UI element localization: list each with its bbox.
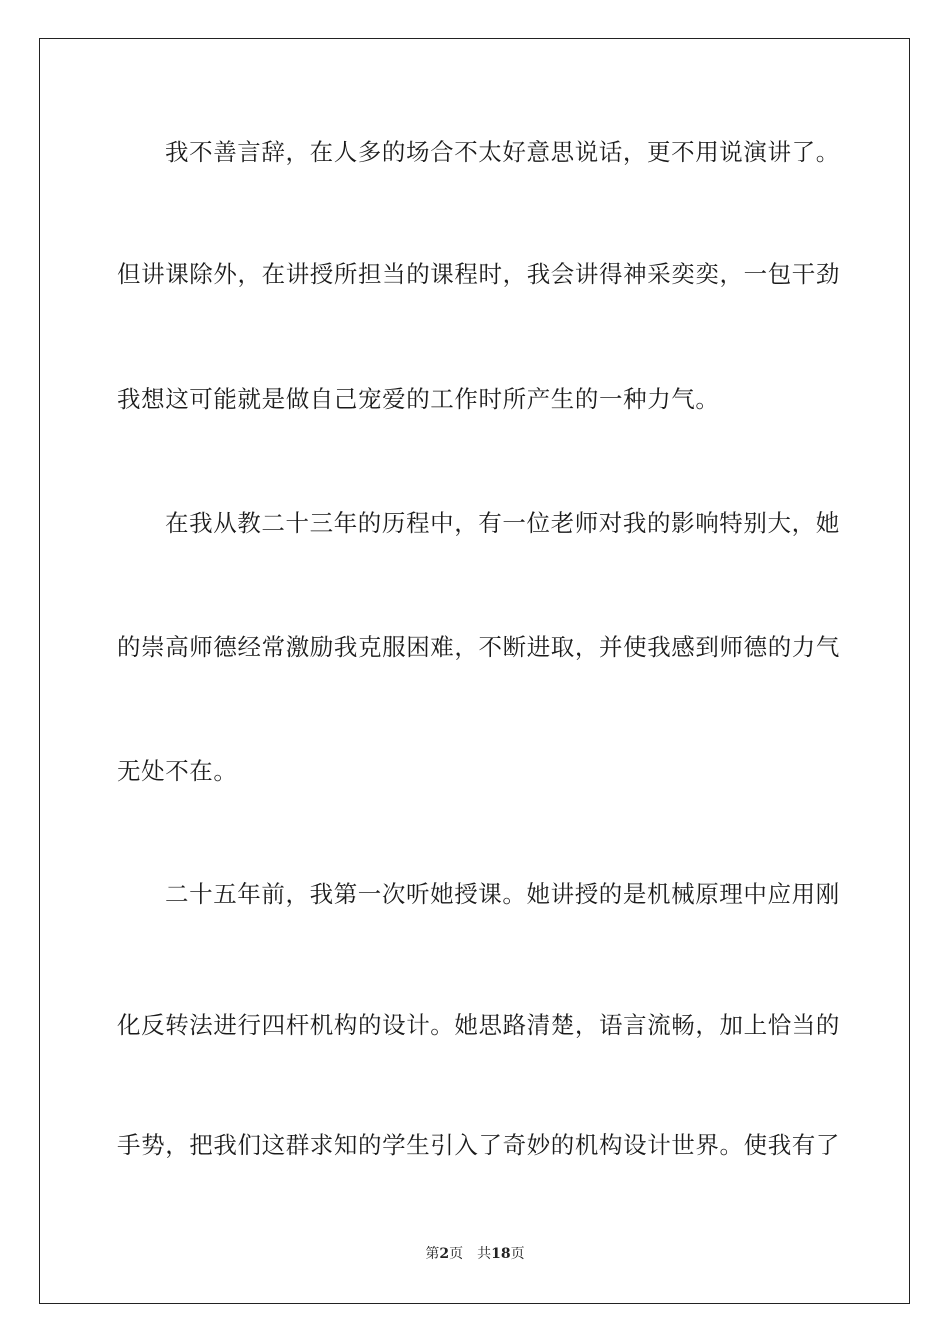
paragraph-line: 我不善言辞，在人多的场合不太好意思说话，更不用说演讲了。: [165, 138, 840, 166]
footer-total-suffix: 页: [510, 1246, 525, 1262]
footer-page-number: 2: [439, 1246, 450, 1262]
footer-page-suffix: 页: [449, 1246, 464, 1262]
paragraph-line: 化反转法进行四杆机构的设计。她思路清楚，语言流畅，加上恰当的: [117, 1011, 840, 1039]
footer-total-prefix: 共: [477, 1246, 492, 1262]
paragraph-line: 的崇高师德经常激励我克服困难，不断进取，并使我感到师德的力气: [117, 633, 840, 661]
page-border: [39, 38, 910, 1304]
paragraph-line: 在我从教二十三年的历程中，有一位老师对我的影响特别大，她: [165, 509, 840, 537]
footer-page-prefix: 第: [425, 1246, 440, 1262]
paragraph-line: 我想这可能就是做自己宠爱的工作时所产生的一种力气。: [117, 385, 720, 413]
paragraph-line: 二十五年前，我第一次听她授课。她讲授的是机械原理中应用刚: [165, 880, 840, 908]
paragraph-line: 无处不在。: [117, 757, 238, 785]
footer-total-pages: 18: [491, 1246, 511, 1262]
paragraph-line: 手势，把我们这群求知的学生引入了奇妙的机构设计世界。使我有了: [117, 1131, 840, 1159]
page-footer: [0, 1245, 950, 1263]
paragraph-line: 但讲课除外，在讲授所担当的课程时，我会讲得神采奕奕，一包干劲: [117, 260, 840, 288]
